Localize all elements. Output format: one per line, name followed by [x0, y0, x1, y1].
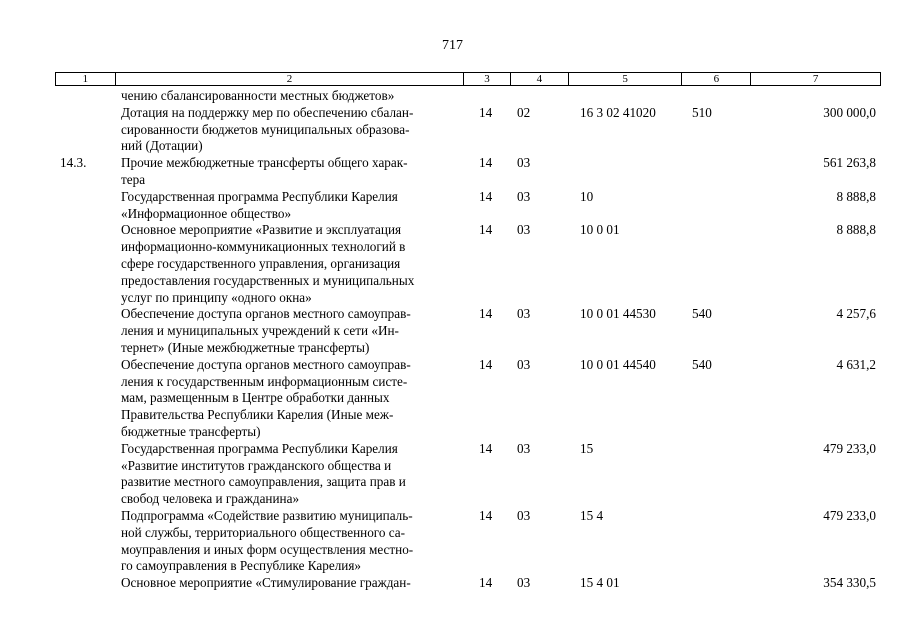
row-section: 14 — [479, 306, 493, 322]
row-name: Дотация на поддержку мер по обеспечению сбалан- сированности бюджетов муниципальных образова- ний (Дотации) — [121, 104, 414, 154]
row-sum: 4 631,2 — [836, 356, 876, 372]
row-subsection: 03 — [517, 440, 531, 456]
table-row — [55, 306, 881, 356]
row-sum: 4 257,6 — [836, 306, 876, 322]
table-row — [55, 357, 881, 441]
row-subsection: 02 — [517, 104, 531, 120]
row-subsection: 03 — [517, 306, 531, 322]
row-section: 14 — [479, 188, 493, 204]
table-row — [55, 105, 881, 155]
table-body — [55, 88, 881, 592]
row-subsection: 03 — [517, 155, 531, 171]
row-sum: 479 233,0 — [823, 440, 876, 456]
row-expense-type: 540 — [692, 306, 712, 322]
table-row — [55, 575, 881, 592]
row-name: Прочие межбюджетные трансферты общего харак- тера — [121, 155, 408, 187]
row-name: Государственная программа Республики Карелия «Развитие институтов гражданского общества и развитие местного самоуправления, защита прав и свобод человека и гражданина» — [121, 440, 406, 507]
row-subsection: 03 — [517, 356, 531, 372]
row-target-article: 15 4 01 — [580, 575, 620, 591]
row-section: 14 — [479, 104, 493, 120]
table-row — [55, 155, 881, 189]
row-section: 14 — [479, 507, 493, 523]
row-section: 14 — [479, 222, 493, 238]
header-col-3: 3 — [464, 73, 511, 85]
row-target-article: 10 — [580, 188, 594, 204]
row-section: 14 — [479, 440, 493, 456]
row-sum: 561 263,8 — [823, 155, 876, 171]
header-col-2: 2 — [116, 73, 464, 85]
table-row — [55, 508, 881, 575]
row-sum: 8 888,8 — [836, 222, 876, 238]
row-subsection: 03 — [517, 222, 531, 238]
row-name: Государственная программа Республики Карелия «Информационное общество» — [121, 188, 398, 221]
row-section: 14 — [479, 155, 493, 171]
table-row — [55, 441, 881, 508]
row-name: Основное мероприятие «Развитие и эксплуатация информационно-коммуникационных технологий в сфере государственного управления, организация предоставления государственных и муниципальных услуг по принципу «одного окна» — [121, 222, 415, 305]
header-col-4: 4 — [511, 73, 569, 85]
row-expense-type: 540 — [692, 356, 712, 372]
header-col-5: 5 — [569, 73, 683, 85]
row-section: 14 — [479, 356, 493, 372]
row-target-article: 10 0 01 44540 — [580, 356, 656, 372]
table-row — [55, 88, 881, 105]
row-subsection: 03 — [517, 575, 531, 591]
row-sum: 479 233,0 — [823, 507, 876, 523]
row-name: чению сбалансированности местных бюджетов» — [121, 88, 395, 103]
row-subsection: 03 — [517, 188, 531, 204]
header-col-7: 7 — [812, 73, 819, 85]
row-subsection: 03 — [517, 507, 531, 523]
table-row — [55, 189, 881, 223]
table-header — [55, 72, 881, 86]
row-target-article: 10 0 01 44530 — [580, 306, 656, 322]
row-sum: 8 888,8 — [836, 188, 876, 204]
row-name: Обеспечение доступа органов местного самоуправ- ления к государственным информационным систе- мам, размещенным в Центре обработки данных Правительства Республики Карелия (Иные меж- бюджетные трансферты) — [121, 356, 411, 439]
row-name: Подпрограмма «Содействие развитию муниципаль- ной службы, территориального общественного са- моуправления и иных форм осуществления местно- го самоуправления в Республике Карелия» — [121, 507, 414, 574]
row-name: Обеспечение доступа органов местного самоуправ- ления и муниципальных учреждений к сети «Ин- тернет» (Иные межбюджетные трансферты) — [121, 306, 411, 355]
header-col-6: 6 — [682, 73, 751, 85]
row-sum: 300 000,0 — [823, 104, 876, 120]
row-section: 14 — [479, 575, 493, 591]
row-number: 14.3. — [60, 155, 87, 171]
row-target-article: 16 3 02 41020 — [580, 104, 656, 120]
table-row — [55, 222, 881, 306]
row-target-article: 15 — [580, 440, 594, 456]
header-col-1: 1 — [56, 73, 116, 85]
row-target-article: 10 0 01 — [580, 222, 620, 238]
row-target-article: 15 4 — [580, 507, 604, 523]
page-number: 717 — [442, 38, 463, 53]
row-expense-type: 510 — [692, 104, 712, 120]
row-sum: 354 330,5 — [823, 575, 876, 591]
row-name: Основное мероприятие «Стимулирование граждан- — [121, 575, 411, 591]
